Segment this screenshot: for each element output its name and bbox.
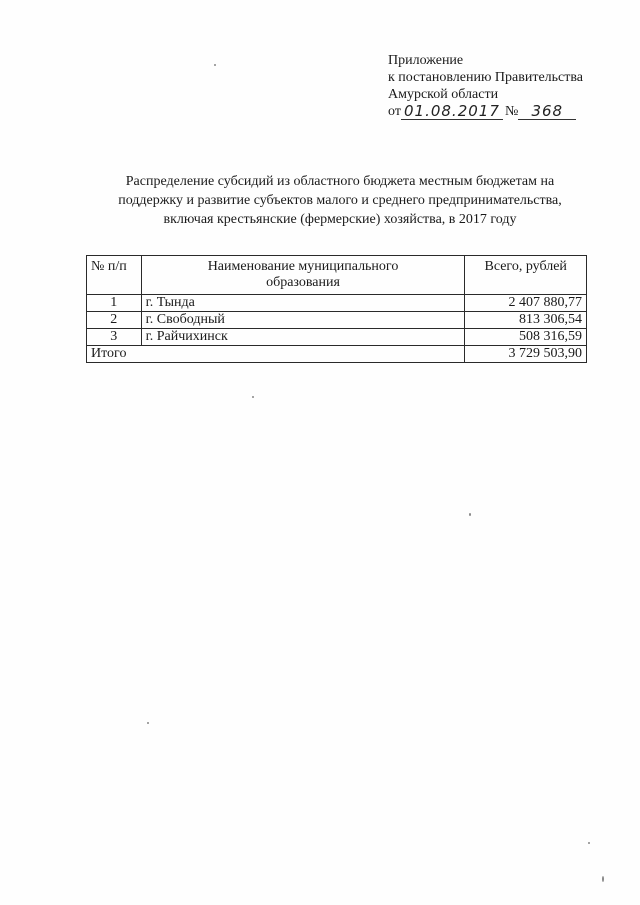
header-num: № п/п bbox=[87, 256, 142, 295]
subsidy-table bbox=[86, 255, 587, 363]
appendix-block bbox=[388, 52, 628, 120]
row-sum: 508 316,59 bbox=[465, 329, 587, 346]
header-sum: Всего, рублей bbox=[465, 256, 587, 295]
table-row bbox=[87, 329, 587, 346]
table-row bbox=[87, 295, 587, 312]
scan-speck bbox=[602, 876, 604, 882]
row-sum: 2 407 880,77 bbox=[465, 295, 587, 312]
date-prefix: от bbox=[388, 104, 401, 119]
appendix-line-3: Амурской области bbox=[388, 87, 499, 102]
scan-speck bbox=[588, 842, 590, 844]
scan-speck bbox=[469, 513, 471, 516]
appendix-line-1: Приложение bbox=[388, 53, 464, 68]
title-line-2: поддержку и развитие субъектов малого и среднего предпринимательства, bbox=[118, 193, 562, 208]
title-line-1: Распределение субсидий из областного бюджета местным бюджетам на bbox=[125, 174, 555, 189]
row-name: г. Тында bbox=[141, 295, 465, 312]
scan-speck bbox=[214, 64, 216, 66]
appendix-line-2: к постановлению Правительства bbox=[388, 70, 584, 85]
row-sum: 813 306,54 bbox=[465, 312, 587, 329]
row-num: 2 bbox=[87, 312, 142, 329]
row-num: 3 bbox=[87, 329, 142, 346]
scan-speck bbox=[252, 396, 254, 398]
number-prefix: № bbox=[504, 104, 519, 119]
order-reference bbox=[388, 103, 628, 120]
scan-speck bbox=[147, 722, 149, 724]
total-label: Итого bbox=[87, 346, 465, 363]
row-num: 1 bbox=[87, 295, 142, 312]
handwritten-number: 368 bbox=[518, 103, 576, 120]
row-name: г. Свободный bbox=[141, 312, 465, 329]
document-title bbox=[90, 172, 590, 229]
table-header-row bbox=[87, 256, 587, 295]
title-line-3: включая крестьянские (фермерские) хозяйства, в 2017 году bbox=[163, 212, 517, 227]
table-row bbox=[87, 312, 587, 329]
total-sum: 3 729 503,90 bbox=[465, 346, 587, 363]
header-name: Наименование муниципального образования bbox=[141, 256, 465, 295]
handwritten-date: 01.08.2017 bbox=[401, 103, 503, 120]
total-row bbox=[87, 346, 587, 363]
row-name: г. Райчихинск bbox=[141, 329, 465, 346]
